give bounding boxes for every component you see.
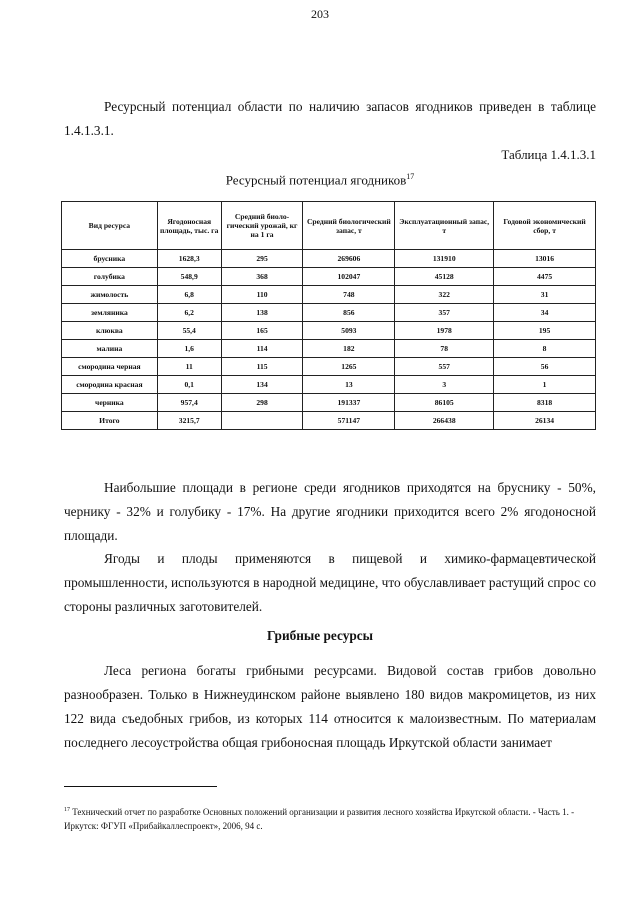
cell-op-stock: 78 — [395, 340, 494, 358]
cell-area: 548,9 — [157, 268, 221, 286]
paragraph-mushrooms: Леса региона богаты грибными ресурсами. Видовой состав грибов довольно разнообразен. Только в Нижнеудинском районе выявлено 180 видов макромицетов, из них 122 вида съедобных грибов, из которых 114 относится к малоизвестным. По материалам последнего лесоустройства общая грибоносная площадь Иркутской области занимает — [64, 663, 596, 750]
cell-resource: смородина черная — [62, 358, 158, 376]
cell-op-stock: 557 — [395, 358, 494, 376]
cell-op-stock: 131910 — [395, 250, 494, 268]
footnote-divider — [64, 786, 217, 787]
table-header-row — [62, 202, 596, 250]
cell-annual: 31 — [494, 286, 596, 304]
table-title — [0, 172, 640, 188]
cell-annual: 4475 — [494, 268, 596, 286]
header-average-yield: Средний биоло-гический урожай, кг на 1 га — [221, 202, 303, 250]
cell-yield: 110 — [221, 286, 303, 304]
cell-bio-stock: 13 — [303, 376, 395, 394]
cell-bio-stock: 102047 — [303, 268, 395, 286]
cell-op-stock: 322 — [395, 286, 494, 304]
cell-area: 6,2 — [157, 304, 221, 322]
cell-op-stock: 3 — [395, 376, 494, 394]
cell-resource: клюква — [62, 322, 158, 340]
table-title-text: Ресурсный потенциал ягодников — [225, 172, 407, 188]
cell-annual: 56 — [494, 358, 596, 376]
cell-area: 0,1 — [157, 376, 221, 394]
cell-bio-stock: 571147 — [303, 412, 395, 430]
table-row — [62, 286, 596, 304]
resource-table — [61, 201, 596, 430]
cell-op-stock: 45128 — [395, 268, 494, 286]
paragraph-berry-areas: Наибольшие площади в регионе среди ягодников приходятся на бруснику - 50%, чернику - 32% и голубику - 17%. На другие ягодники приходится всего 2% ягодоносной площади. — [64, 480, 596, 543]
footnote-text: Технический отчет по разработке Основных положений организации и развития лесного хозяйства Иркутской области. - Часть 1. - Иркутск: ФГУП «Прибайкаллеспроект», 2006, 94 с. — [64, 807, 575, 831]
cell-yield: 295 — [221, 250, 303, 268]
cell-bio-stock: 856 — [303, 304, 395, 322]
cell-op-stock: 357 — [395, 304, 494, 322]
cell-area: 3215,7 — [157, 412, 221, 430]
intro-paragraph: Ресурсный потенциал области по наличию запасов ягодников приведен в таблице 1.4.1.3.1. — [64, 99, 596, 138]
cell-yield: 368 — [221, 268, 303, 286]
cell-op-stock: 86105 — [395, 394, 494, 412]
cell-area: 55,4 — [157, 322, 221, 340]
cell-yield: 134 — [221, 376, 303, 394]
table-row — [62, 268, 596, 286]
table-row — [62, 376, 596, 394]
page-number: 203 — [311, 7, 329, 21]
cell-resource: земляника — [62, 304, 158, 322]
cell-bio-stock: 1265 — [303, 358, 395, 376]
cell-resource: брусника — [62, 250, 158, 268]
cell-yield: 115 — [221, 358, 303, 376]
cell-bio-stock: 5093 — [303, 322, 395, 340]
cell-yield: 298 — [221, 394, 303, 412]
table-row — [62, 340, 596, 358]
cell-yield — [221, 412, 303, 430]
cell-annual: 13016 — [494, 250, 596, 268]
cell-annual: 8318 — [494, 394, 596, 412]
cell-annual: 26134 — [494, 412, 596, 430]
cell-area: 11 — [157, 358, 221, 376]
cell-area: 1,6 — [157, 340, 221, 358]
table-total-row — [62, 412, 596, 430]
cell-resource: Итого — [62, 412, 158, 430]
header-biological-stock: Средний биологический запас, т — [303, 202, 395, 250]
table-title-footnote-ref: 17 — [406, 172, 415, 181]
table-row — [62, 250, 596, 268]
section-heading-mushrooms: Грибные ресурсы — [266, 628, 374, 643]
header-operational-stock: Эксплуатационный запас, т — [395, 202, 494, 250]
table-row — [62, 394, 596, 412]
header-annual-harvest: Годовой экономический сбор, т — [494, 202, 596, 250]
cell-yield: 138 — [221, 304, 303, 322]
cell-op-stock: 1978 — [395, 322, 494, 340]
footnote-number: 17 — [64, 807, 70, 813]
cell-resource: малина — [62, 340, 158, 358]
cell-yield: 114 — [221, 340, 303, 358]
footnote — [64, 803, 596, 833]
paragraph-berry-usage: Ягоды и плоды применяются в пищевой и химико-фармацевтической промышленности, используются в народной медицине, что обуславливает растущий спрос со стороны различных заготовителей. — [64, 551, 596, 614]
table-row — [62, 358, 596, 376]
cell-bio-stock: 748 — [303, 286, 395, 304]
cell-yield: 165 — [221, 322, 303, 340]
cell-annual: 1 — [494, 376, 596, 394]
cell-resource: черника — [62, 394, 158, 412]
header-berry-area: Ягодоносная площадь, тыс. га — [157, 202, 221, 250]
cell-bio-stock: 269606 — [303, 250, 395, 268]
cell-annual: 195 — [494, 322, 596, 340]
cell-resource: голубика — [62, 268, 158, 286]
cell-resource: жимолость — [62, 286, 158, 304]
table-row — [62, 304, 596, 322]
table-label: Таблица 1.4.1.3.1 — [501, 147, 596, 162]
cell-bio-stock: 182 — [303, 340, 395, 358]
table-row — [62, 322, 596, 340]
cell-area: 6,8 — [157, 286, 221, 304]
cell-op-stock: 266438 — [395, 412, 494, 430]
header-resource-type: Вид ресурса — [62, 202, 158, 250]
cell-area: 1628,3 — [157, 250, 221, 268]
cell-annual: 34 — [494, 304, 596, 322]
cell-resource: смородина красная — [62, 376, 158, 394]
cell-annual: 8 — [494, 340, 596, 358]
cell-area: 957,4 — [157, 394, 221, 412]
cell-bio-stock: 191337 — [303, 394, 395, 412]
